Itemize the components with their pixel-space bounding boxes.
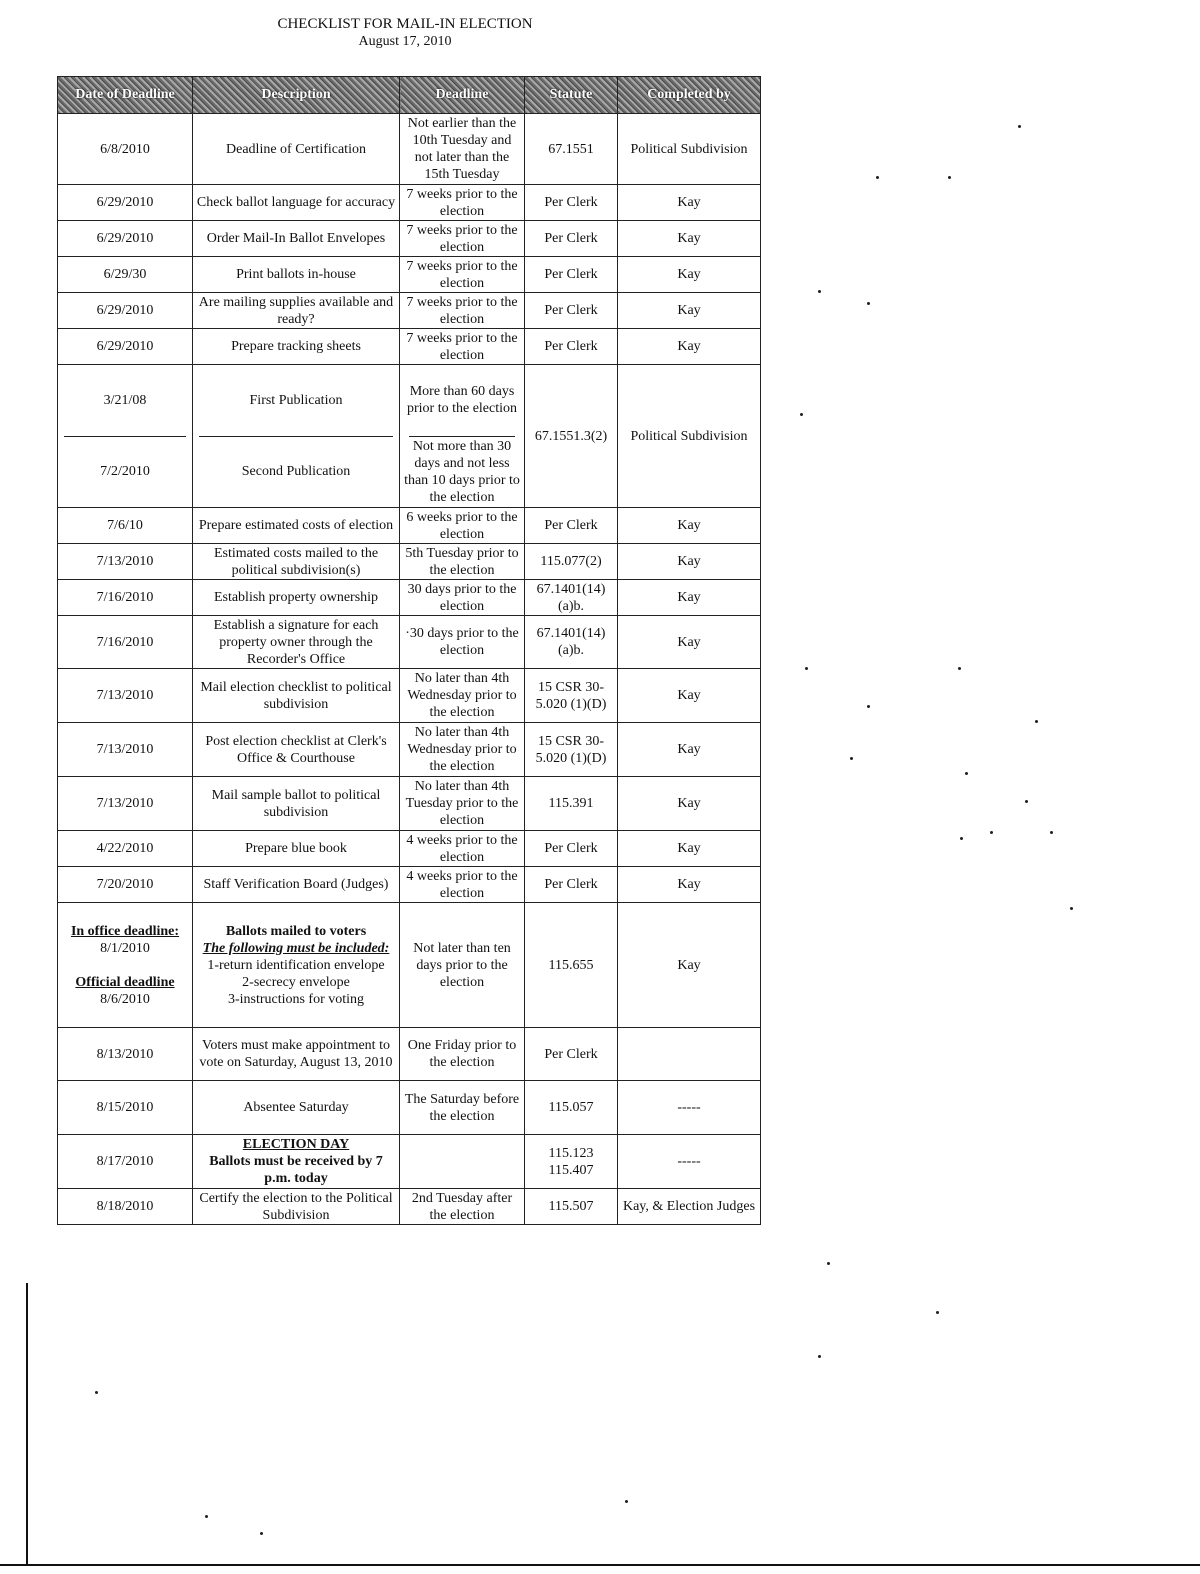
description-cell: Establish property ownership: [193, 580, 400, 616]
scan-speck: [818, 1355, 821, 1358]
completed-by-cell: Kay: [618, 544, 761, 580]
statute-cell: 67.1401(14) (a)b.: [525, 616, 618, 669]
deadline-cell: No later than 4th Tuesday prior to the election: [400, 777, 525, 831]
completed-by-cell: Kay: [618, 831, 761, 867]
statute-cell: Per Clerk: [525, 257, 618, 293]
description-cell: Deadline of Certification: [193, 114, 400, 185]
date-cell: 7/16/2010: [58, 580, 193, 616]
date-cell: 6/29/2010: [58, 185, 193, 221]
statute-cell: Per Clerk: [525, 508, 618, 544]
description-cell: Post election checklist at Clerk's Office & Courthouse: [193, 723, 400, 777]
table-row: [58, 723, 761, 777]
scan-margin-line: [26, 1283, 28, 1566]
completed-by-cell: Kay: [618, 329, 761, 365]
scan-speck: [876, 176, 879, 179]
scan-speck: [1018, 125, 1021, 128]
completed-by-cell: Kay, & Election Judges: [618, 1189, 761, 1225]
scan-speck: [625, 1500, 628, 1503]
publication-row: [58, 365, 761, 508]
table-row: [58, 185, 761, 221]
completed-by-cell: Kay: [618, 221, 761, 257]
scan-speck: [948, 176, 951, 179]
completed-by-cell: Kay: [618, 616, 761, 669]
completed-by-cell: Kay: [618, 185, 761, 221]
description-cell: Order Mail-In Ballot Envelopes: [193, 221, 400, 257]
deadline-cell: 5th Tuesday prior to the election: [400, 544, 525, 580]
ballots-item: 1-return identification envelope: [207, 957, 385, 973]
scan-speck: [958, 667, 961, 670]
scan-speck: [867, 302, 870, 305]
table-row: [58, 1189, 761, 1225]
scan-speck: [260, 1532, 263, 1535]
date-cell: 7/6/10: [58, 508, 193, 544]
description-cell: Voters must make appointment to vote on Saturday, August 13, 2010: [193, 1028, 400, 1081]
table-row: [58, 1028, 761, 1081]
completed-by-cell: Kay: [618, 867, 761, 903]
completed-by-cell: -----: [618, 1081, 761, 1135]
col-header-deadline: Deadline: [400, 77, 525, 114]
col-header-completed-by: Completed by: [618, 77, 761, 114]
completed-by-cell: Kay: [618, 293, 761, 329]
statute-line: 115.407: [548, 1162, 594, 1178]
completed-by-cell: Kay: [618, 669, 761, 723]
date-cell: 8/18/2010: [58, 1189, 193, 1225]
description-cell: Mail sample ballot to political subdivision: [193, 777, 400, 831]
date-cell: 6/29/30: [58, 257, 193, 293]
date-cell: 8/17/2010: [58, 1135, 193, 1189]
first-publication-date: 3/21/08: [103, 392, 147, 408]
completed-by-cell: Kay: [618, 257, 761, 293]
statute-cell: 115.655: [525, 903, 618, 1028]
date-cell: 7/16/2010: [58, 616, 193, 669]
table-row: [58, 867, 761, 903]
statute-cell: Per Clerk: [525, 831, 618, 867]
deadline-cell: 4 weeks prior to the election: [400, 867, 525, 903]
description-cell: Print ballots in-house: [193, 257, 400, 293]
date-cell: 7/20/2010: [58, 867, 193, 903]
statute-cell: Per Clerk: [525, 293, 618, 329]
publication-dates-cell: [58, 365, 193, 508]
deadline-cell: Not earlier than the 10th Tuesday and not later than the 15th Tuesday: [400, 114, 525, 185]
date-cell: 8/15/2010: [58, 1081, 193, 1135]
description-cell: Establish a signature for each property owner through the Recorder's Office: [193, 616, 400, 669]
scan-speck: [867, 705, 870, 708]
table-row: [58, 257, 761, 293]
statute-cell: Per Clerk: [525, 185, 618, 221]
scan-speck: [800, 413, 803, 416]
official-deadline-date: 8/6/2010: [100, 991, 150, 1007]
statute-cell: 67.1551: [525, 114, 618, 185]
completed-by-cell: Kay: [618, 777, 761, 831]
date-cell: 8/13/2010: [58, 1028, 193, 1081]
scan-speck: [1025, 800, 1028, 803]
date-cell: 6/8/2010: [58, 114, 193, 185]
statute-cell: Per Clerk: [525, 1028, 618, 1081]
deadline-cell: 2nd Tuesday after the election: [400, 1189, 525, 1225]
table-row: [58, 114, 761, 185]
table-row: [58, 1081, 761, 1135]
statute-cell: Per Clerk: [525, 329, 618, 365]
election-day-note: Ballots must be received by 7 p.m. today: [209, 1154, 383, 1186]
ballots-item: 2-secrecy envelope: [242, 974, 350, 990]
election-day-row: [58, 1135, 761, 1189]
ballots-description-cell: [193, 903, 400, 1028]
in-office-deadline-date: 8/1/2010: [100, 940, 150, 956]
scan-speck: [818, 290, 821, 293]
deadline-cell: ·30 days prior to the election: [400, 616, 525, 669]
description-cell: Are mailing supplies available and ready?: [193, 293, 400, 329]
scan-speck: [1050, 831, 1053, 834]
date-cell: 7/13/2010: [58, 723, 193, 777]
official-deadline-label: Official deadline: [75, 974, 175, 990]
description-cell: Prepare blue book: [193, 831, 400, 867]
scan-speck: [936, 1311, 939, 1314]
deadline-cell: 7 weeks prior to the election: [400, 293, 525, 329]
date-cell: 4/22/2010: [58, 831, 193, 867]
statute-cell: Per Clerk: [525, 867, 618, 903]
col-header-date: Date of Deadline: [58, 77, 193, 114]
statute-line: 115.123: [548, 1145, 594, 1161]
date-cell: 6/29/2010: [58, 293, 193, 329]
table-row: [58, 221, 761, 257]
deadline-cell: [400, 1135, 525, 1189]
statute-cell: 67.1551.3(2): [525, 365, 618, 508]
second-publication-deadline: Not more than 30 days and not less than 10 days prior to the election: [404, 438, 520, 505]
description-cell: Absentee Saturday: [193, 1081, 400, 1135]
description-cell: Prepare estimated costs of election: [193, 508, 400, 544]
table-row: [58, 616, 761, 669]
date-cell: 7/13/2010: [58, 544, 193, 580]
date-cell: 6/29/2010: [58, 329, 193, 365]
table-row: [58, 293, 761, 329]
scan-speck: [95, 1391, 98, 1394]
ballots-item: 3-instructions for voting: [227, 991, 365, 1007]
completed-by-cell: Political Subdivision: [618, 365, 761, 508]
checklist-table: [57, 76, 761, 1225]
deadline-cell: 7 weeks prior to the election: [400, 221, 525, 257]
election-day-title: ELECTION DAY: [242, 1137, 350, 1152]
statute-cell: 15 CSR 30-5.020 (1)(D): [525, 723, 618, 777]
table-row: [58, 669, 761, 723]
second-publication-desc: Second Publication: [241, 464, 351, 480]
table-row: [58, 777, 761, 831]
completed-by-cell: [618, 1028, 761, 1081]
completed-by-cell: Political Subdivision: [618, 114, 761, 185]
second-publication-date: 7/2/2010: [100, 464, 150, 480]
description-cell: Staff Verification Board (Judges): [193, 867, 400, 903]
ballots-date-cell: [58, 903, 193, 1028]
scan-speck: [805, 667, 808, 670]
scan-speck: [205, 1515, 208, 1518]
statute-cell: 115.391: [525, 777, 618, 831]
deadline-cell: The Saturday before the election: [400, 1081, 525, 1135]
completed-by-cell: Kay: [618, 723, 761, 777]
deadline-cell: No later than 4th Wednesday prior to the election: [400, 669, 525, 723]
scan-speck: [850, 757, 853, 760]
scan-speck: [827, 1262, 830, 1265]
page-date: August 17, 2010: [358, 34, 452, 49]
date-cell: 7/13/2010: [58, 777, 193, 831]
description-cell: Check ballot language for accuracy: [193, 185, 400, 221]
ballots-subtitle: The following must be included:: [202, 940, 390, 956]
publication-deadlines-cell: [400, 365, 525, 508]
statute-cell: 115.507: [525, 1189, 618, 1225]
completed-by-cell: Kay: [618, 508, 761, 544]
deadline-cell: 7 weeks prior to the election: [400, 185, 525, 221]
statute-cell: Per Clerk: [525, 221, 618, 257]
deadline-cell: No later than 4th Wednesday prior to the election: [400, 723, 525, 777]
first-publication-deadline: More than 60 days prior to the election: [406, 384, 518, 417]
description-cell: [193, 1135, 400, 1189]
scan-bottom-line: [0, 1564, 1200, 1566]
col-header-description: Description: [193, 77, 400, 114]
deadline-cell: One Friday prior to the election: [400, 1028, 525, 1081]
col-header-statute: Statute: [525, 77, 618, 114]
publication-descriptions-cell: [193, 365, 400, 508]
scan-speck: [1035, 720, 1038, 723]
deadline-cell: Not later than ten days prior to the election: [400, 903, 525, 1028]
statute-cell: 15 CSR 30-5.020 (1)(D): [525, 669, 618, 723]
deadline-cell: 6 weeks prior to the election: [400, 508, 525, 544]
statute-cell: [525, 1135, 618, 1189]
description-cell: Prepare tracking sheets: [193, 329, 400, 365]
statute-cell: 115.077(2): [525, 544, 618, 580]
ballots-row: [58, 903, 761, 1028]
scan-speck: [965, 772, 968, 775]
in-office-deadline-label: In office deadline:: [70, 923, 180, 939]
table-row: [58, 329, 761, 365]
table-row: [58, 580, 761, 616]
description-cell: Certify the election to the Political Subdivision: [193, 1189, 400, 1225]
scan-speck: [990, 831, 993, 834]
table-row: [58, 508, 761, 544]
completed-by-cell: Kay: [618, 903, 761, 1028]
table-row: [58, 544, 761, 580]
ballots-title: Ballots mailed to voters: [225, 923, 367, 939]
description-cell: Estimated costs mailed to the political subdivision(s): [193, 544, 400, 580]
completed-by-cell: -----: [618, 1135, 761, 1189]
deadline-cell: 7 weeks prior to the election: [400, 329, 525, 365]
deadline-cell: 4 weeks prior to the election: [400, 831, 525, 867]
date-cell: 7/13/2010: [58, 669, 193, 723]
statute-cell: 115.057: [525, 1081, 618, 1135]
scan-speck: [1070, 907, 1073, 910]
description-cell: Mail election checklist to political subdivision: [193, 669, 400, 723]
table-row: [58, 831, 761, 867]
table-header-row: [58, 77, 761, 114]
deadline-cell: 30 days prior to the election: [400, 580, 525, 616]
completed-by-cell: Kay: [618, 580, 761, 616]
page-title: CHECKLIST FOR MAIL-IN ELECTION: [277, 16, 533, 32]
date-cell: 6/29/2010: [58, 221, 193, 257]
statute-cell: 67.1401(14) (a)b.: [525, 580, 618, 616]
first-publication-desc: First Publication: [249, 392, 343, 408]
deadline-cell: 7 weeks prior to the election: [400, 257, 525, 293]
scan-speck: [960, 837, 963, 840]
